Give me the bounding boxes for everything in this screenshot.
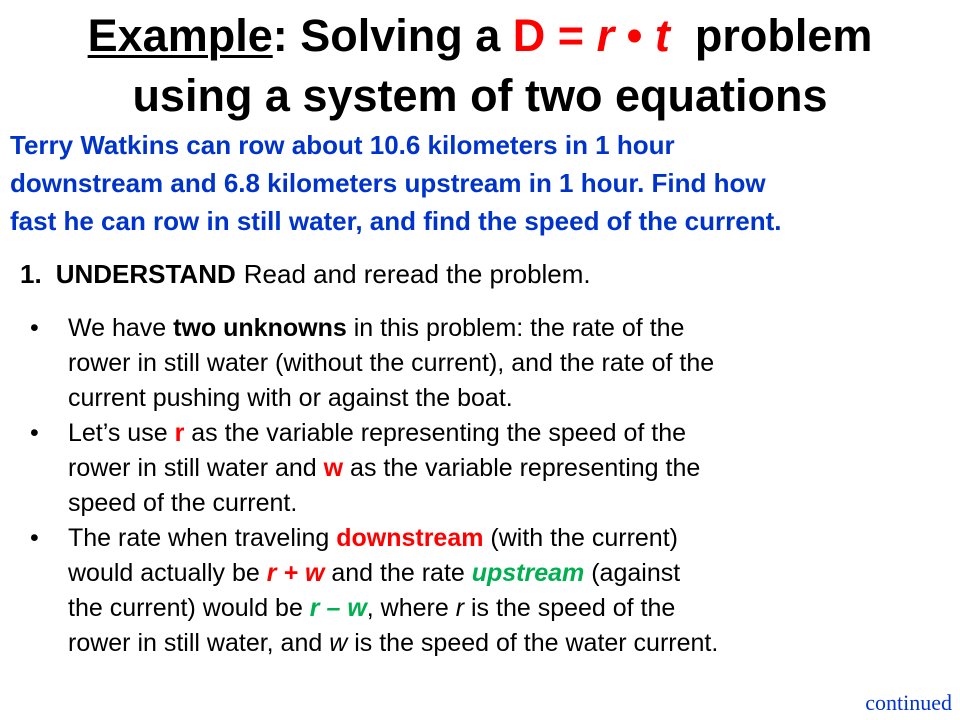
- title-formula-d: D =: [512, 10, 597, 61]
- variable-w-italic: w: [329, 629, 348, 657]
- variable-r-italic: r: [455, 594, 465, 622]
- text-segment: Let’s use: [68, 419, 175, 447]
- text-segment: (with the current): [483, 524, 678, 552]
- text-segment: is the speed of the water current.: [347, 629, 719, 657]
- text-segment: the current) would be: [68, 594, 310, 622]
- bullet-two-unknowns: [30, 311, 930, 416]
- text-segment: We have: [68, 314, 174, 342]
- bullet-line: [68, 521, 930, 556]
- bullet-line: [68, 416, 930, 451]
- text-segment: rower in still water and: [68, 454, 324, 482]
- bullet-rates: [30, 521, 930, 661]
- problem-line: Terry Watkins can row about 10.6 kilometers in 1 hour: [10, 130, 675, 160]
- bullet-line: [68, 451, 930, 486]
- step-text: Read and reread the problem.: [243, 259, 591, 289]
- bullet-line: [68, 591, 930, 626]
- text-segment: is the speed of the: [464, 594, 676, 622]
- slide-title-line-2: using a system of two equations: [132, 70, 828, 121]
- expression-r-minus-w: r – w: [309, 594, 367, 622]
- title-text-segment: : Solving a: [272, 10, 513, 61]
- bullet-line: speed of the current.: [68, 489, 298, 517]
- step-number: 1.: [20, 259, 42, 289]
- text-segment: rower in still water, and: [68, 629, 330, 657]
- slide-title-line-1: [0, 10, 960, 62]
- text-segment: as the variable representing the speed of the: [184, 419, 687, 447]
- bullet-line: [68, 556, 930, 591]
- title-formula-r: r: [596, 10, 615, 61]
- bullet-line: [68, 311, 930, 346]
- title-formula-t: t: [654, 10, 670, 61]
- problem-line: fast he can row in still water, and find the speed of the current.: [10, 206, 782, 236]
- emphasis-two-unknowns: two unknowns: [173, 314, 347, 342]
- title-formula-dot: •: [614, 10, 655, 61]
- text-segment: The rate when traveling: [68, 524, 337, 552]
- bullet-line: rower in still water (without the current), and the rate of the: [68, 349, 715, 377]
- variable-w: w: [323, 454, 344, 482]
- variable-r: r: [174, 419, 185, 447]
- bullet-line: current pushing with or against the boat.: [68, 384, 513, 412]
- keyword-downstream: downstream: [336, 524, 484, 552]
- expression-r-plus-w: r + w: [266, 559, 325, 587]
- problem-statement: [10, 126, 955, 240]
- title-example-label: Example: [87, 10, 273, 61]
- text-segment: in this problem: the rate of the: [346, 314, 685, 342]
- bullet-marker: •: [30, 419, 39, 447]
- bullet-marker: •: [30, 314, 39, 342]
- problem-line: downstream and 6.8 kilometers upstream in 1 hour. Find how: [10, 168, 766, 198]
- text-segment: and the rate: [324, 559, 472, 587]
- keyword-upstream: upstream: [471, 559, 585, 587]
- bullet-line: [68, 626, 930, 661]
- text-segment: would actually be: [68, 559, 267, 587]
- step-understand: [20, 258, 591, 290]
- continued-label: continued: [865, 690, 952, 715]
- bullet-list: [30, 311, 930, 661]
- bullet-marker: •: [30, 524, 39, 552]
- text-segment: as the variable representing the: [343, 454, 701, 482]
- title-problem-word: problem: [669, 10, 873, 61]
- bullet-variables: [30, 416, 930, 521]
- step-heading: UNDERSTAND: [55, 259, 236, 289]
- text-segment: (against: [584, 559, 681, 587]
- text-segment: , where: [366, 594, 456, 622]
